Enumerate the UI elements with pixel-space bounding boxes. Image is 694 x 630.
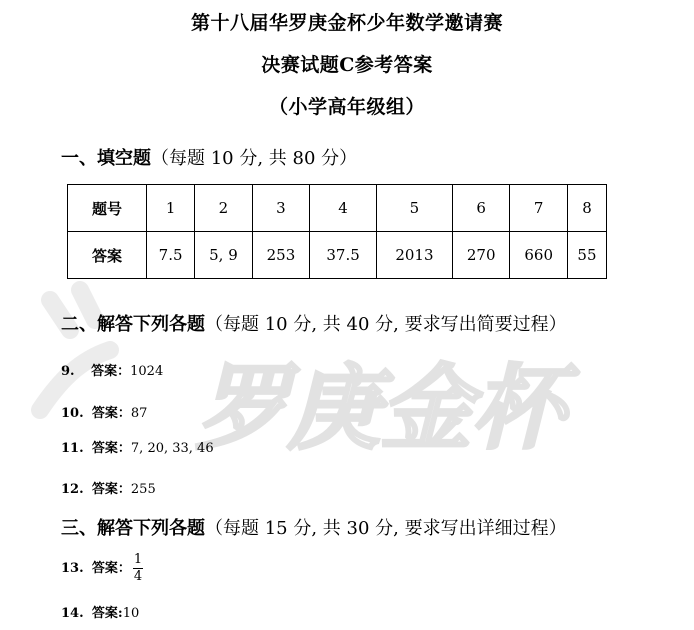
question-number: 11. [61, 441, 84, 456]
document-group: （小学高年级组） [268, 96, 425, 118]
answer-table [67, 184, 607, 279]
table-cell: 55 [567, 232, 606, 279]
table-cell: 3 [252, 185, 310, 232]
section-1-note: （每题 10 分, 共 80 分） [151, 148, 358, 169]
answer-value: 87 [130, 406, 148, 421]
answer-value: 10 [122, 606, 140, 621]
question-number: 12. [61, 482, 84, 497]
table-cell: 253 [252, 232, 310, 279]
fraction-denominator: 4 [133, 569, 143, 584]
table-cell: 5 [376, 185, 452, 232]
table-cell: 270 [452, 232, 510, 279]
table-cell: 1 [147, 185, 195, 232]
question-number: 13. [61, 561, 84, 576]
question-number: 10. [61, 406, 84, 421]
fraction [133, 552, 143, 585]
answer-12 [61, 478, 156, 497]
answer-label: 答案： [91, 561, 131, 576]
answer-label: 答案： [91, 406, 131, 421]
answer-13 [61, 552, 143, 585]
table-header-cell: 答案 [68, 232, 147, 279]
answer-value: 1024 [130, 364, 164, 379]
answer-value: 255 [130, 482, 156, 497]
section-3-note: （每题 15 分, 共 30 分, 要求写出详细过程） [205, 518, 567, 539]
fraction-numerator: 1 [133, 552, 143, 567]
answer-11 [61, 437, 214, 456]
table-cell: 7.5 [147, 232, 195, 279]
answer-9 [61, 360, 163, 379]
table-row-numbers [68, 185, 607, 232]
table-cell: 660 [510, 232, 568, 279]
answer-value: 7, 20, 33, 46 [130, 441, 214, 456]
section-3-title: 三、解答下列各题 [61, 518, 205, 539]
section-2-title: 二、解答下列各题 [61, 314, 205, 335]
table-cell: 7 [510, 185, 568, 232]
answer-14 [61, 602, 139, 621]
question-number: 14. [61, 606, 84, 621]
question-number: 9. [61, 364, 75, 379]
table-cell: 8 [567, 185, 606, 232]
answer-label: 答案: [91, 606, 123, 621]
section-3-heading [61, 514, 567, 540]
table-cell: 2 [195, 185, 252, 232]
document-title: 第十八届华罗庚金杯少年数学邀请赛 [190, 12, 503, 34]
section-2-note: （每题 10 分, 共 40 分, 要求写出简要过程） [205, 314, 567, 335]
answer-label: 答案： [91, 364, 131, 379]
answer-label: 答案： [91, 441, 131, 456]
section-2-heading [61, 310, 567, 336]
table-cell: 5, 9 [195, 232, 252, 279]
table-cell: 37.5 [310, 232, 377, 279]
watermark-text: 罗庚金杯 [195, 354, 565, 462]
table-cell: 6 [452, 185, 510, 232]
section-1-heading [61, 144, 357, 170]
table-header-cell: 题号 [68, 185, 147, 232]
section-1-title: 一、填空题 [61, 148, 151, 169]
answer-10 [61, 402, 147, 421]
table-cell: 4 [310, 185, 377, 232]
answer-label: 答案： [91, 482, 131, 497]
watermark-swoosh [40, 290, 110, 410]
table-cell: 2013 [376, 232, 452, 279]
document-subtitle: 决赛试题C参考答案 [261, 54, 433, 76]
table-row-answers [68, 232, 607, 279]
